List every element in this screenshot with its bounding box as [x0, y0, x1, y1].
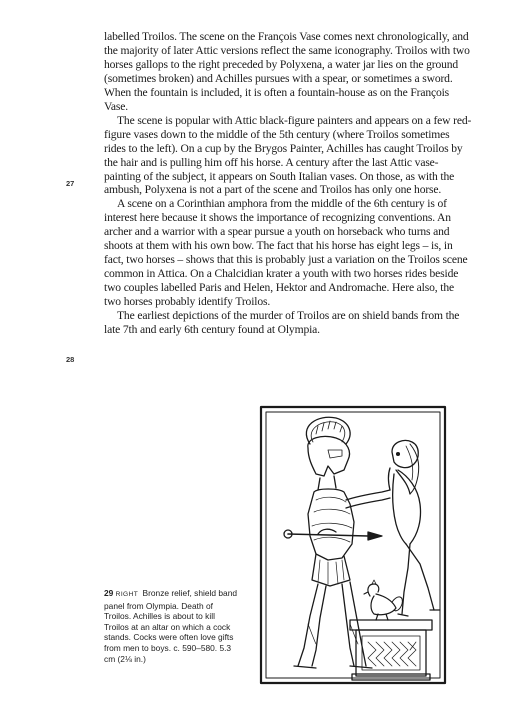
paragraph-3: A scene on a Corinthian amphora from the middle of the 6th century is of interest here because it shows the importance of recognizing conventions. An archer and a warrior with a spear pursue a youth on horseback who turns and shoots at them with his own bow. The fact that his horse has eight legs – is, in fact, two horses – shows that this is probably just a variation on the Troilos scene common in Attica. On a Chalcidian krater a youth with two horses rides beside two couples labelled Paris and Helen, Hektor and Andromache. Here also, the two horses probably identify Troilos. — [104, 197, 468, 309]
body-text — [104, 30, 472, 337]
paragraph-4: The earliest depictions of the murder of Troilos are on shield bands from the late 7th and early 6th century found at Olympia. — [104, 309, 460, 337]
troilos-figure — [389, 440, 441, 616]
shield-band-relief-illustration — [258, 404, 448, 686]
panel-inner-frame — [266, 412, 440, 678]
caption-number: 29 — [104, 588, 114, 598]
altar — [350, 620, 432, 680]
margin-figure-ref-28: 28 — [66, 355, 75, 364]
caption-text: Bronze relief, shield band panel from Olympia. Death of Troilos. Achilles is about to kill Troilos at an altar on which a cock stands. Cocks were often love gifts from men to boys. c. 590–580. 5.3 cm (2⅛ in.) — [104, 588, 238, 664]
paragraph-1: labelled Troilos. The scene on the François Vase comes next chronologically, and the majority of later Attic versions reflect the same iconography. Troilos with two horses gallops to the right preceded by Polyxena, a water jar lies on the ground (sometimes broken) and Achilles pursues with a spear, or sometimes a sword. When the fountain is included, it is often a fountain-house as on the François Vase. — [104, 30, 470, 113]
figure-caption — [104, 588, 240, 664]
paragraph-2: The scene is popular with Attic black-figure painters and appears on a few red-figure vases down to the middle of the 5th century (where Troilos sometimes rides to the left). On a cup by the Brygos Painter, Achilles has caught Troilos by the hair and is pulling him off his horse. A century after the last Attic vase-painting of the subject, it appears on South Italian vases. On those, as with the ambush, Polyxena is not a part of the scene and Troilos has only one horse. — [104, 113, 472, 197]
margin-figure-ref-27: 27 — [66, 179, 75, 188]
cock — [364, 580, 402, 620]
caption-position: RIGHT — [115, 591, 139, 598]
